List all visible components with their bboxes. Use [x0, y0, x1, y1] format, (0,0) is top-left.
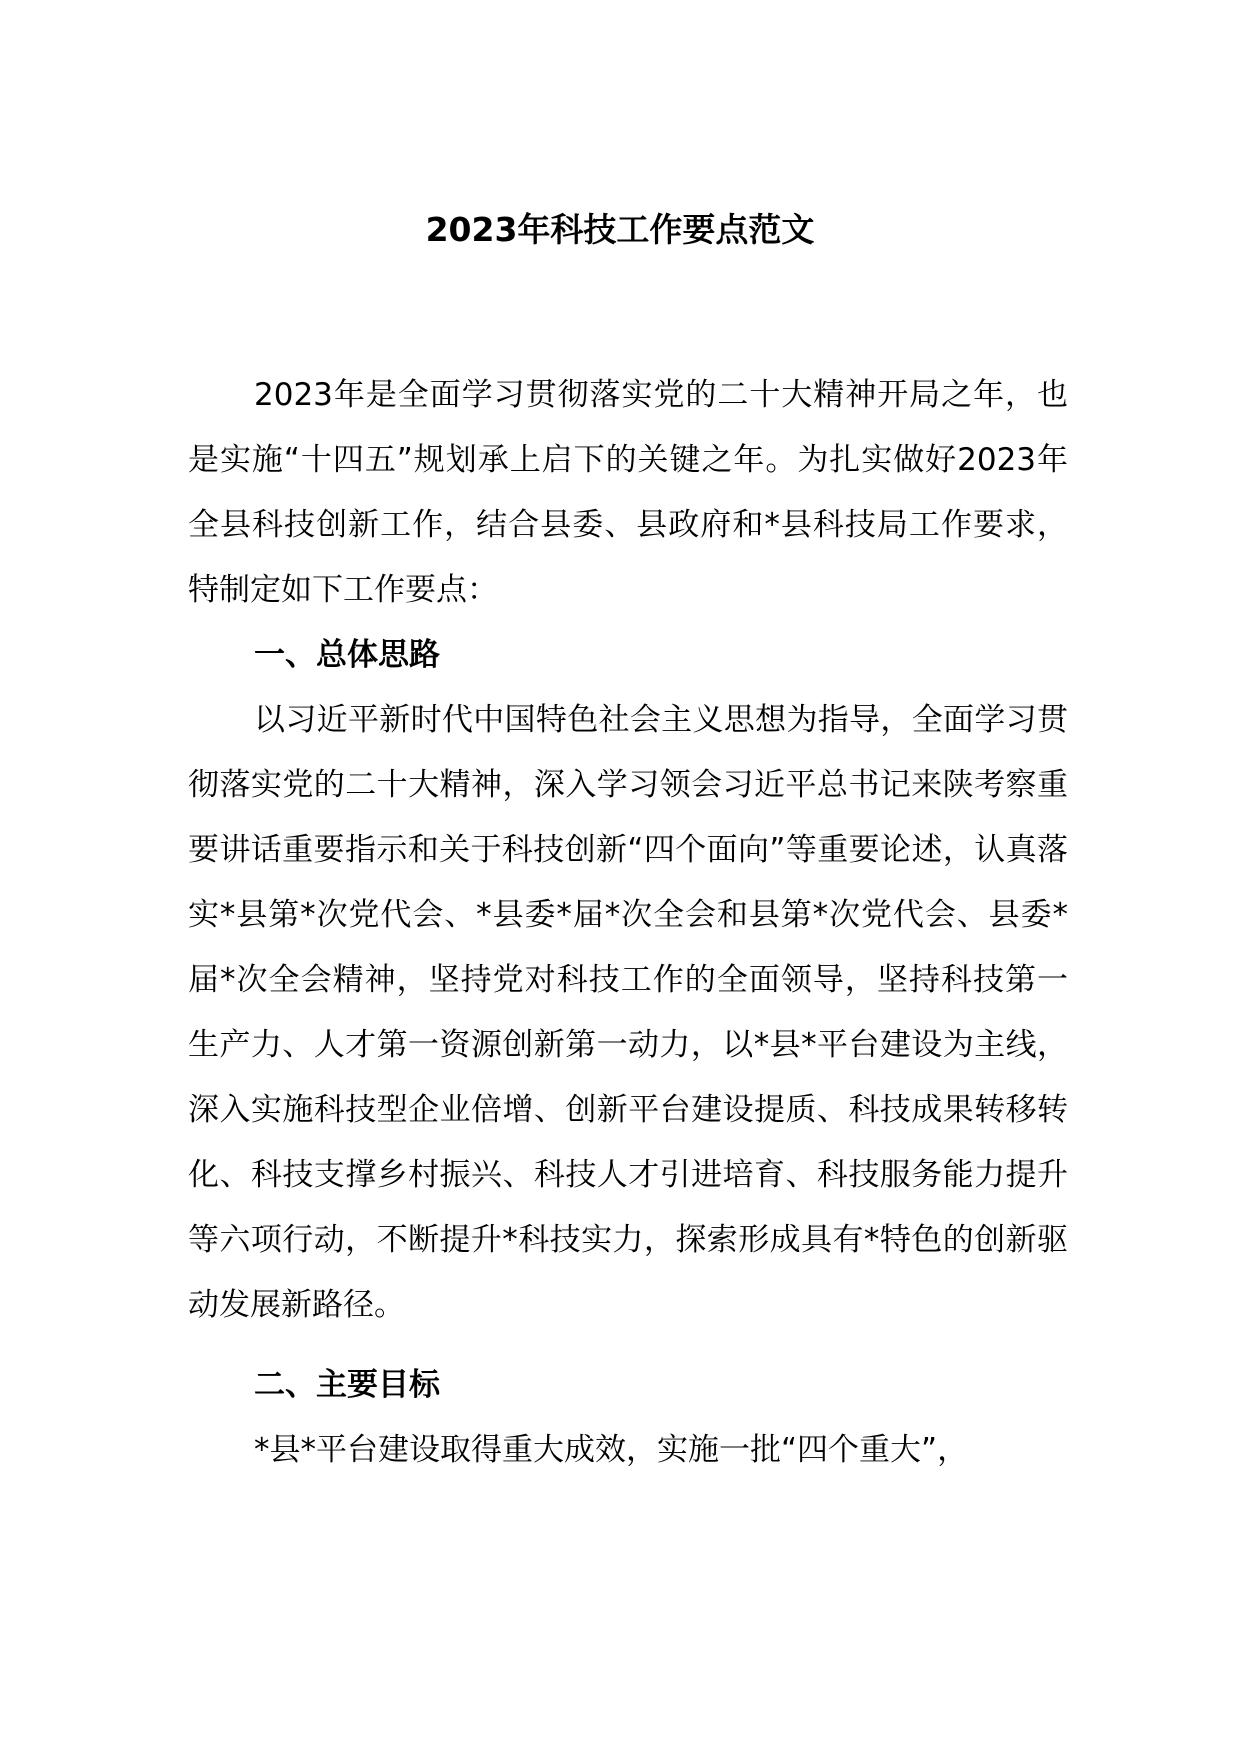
section-paragraph-main-goals: *县*平台建设取得重大成效，实施一批“四个重大”，: [254, 1432, 969, 1468]
section-heading-overall-approach: 一、总体思路: [254, 637, 440, 673]
document-title: 2023年科技工作要点范文: [425, 210, 815, 249]
section-heading-main-goals: 二、主要目标: [254, 1367, 440, 1403]
document-body: [188, 363, 1068, 1483]
section-paragraph-overall-approach: 以习近平新时代中国特色社会主义思想为指导，全面学习贯彻落实党的二十大精神，深入学习领会习近平总书记来陕考察重要讲话重要指示和关于科技创新“四个面向”等重要论述，认真落实*县第*次党代会、*县委*届*次全会和县第*次党代会、县委*届*次全会精神，坚持党对科技工作的全面领导，坚持科技第一生产力、人才第一资源创新第一动力，以*县*平台建设为主线，深入实施科技型企业倍增、创新平台建设提质、科技成果转移转化、科技支撑乡村振兴、科技人才引进培育、科技服务能力提升等六项行动，不断提升*科技实力，探索形成具有*特色的创新驱动发展新路径。: [188, 702, 1068, 1323]
intro-paragraph: 2023年是全面学习贯彻落实党的二十大精神开局之年，也是实施“十四五”规划承上启下的关键之年。为扎实做好2023年全县科技创新工作，结合县委、县政府和*县科技局工作要求，特制定如下工作要点：: [188, 377, 1068, 608]
